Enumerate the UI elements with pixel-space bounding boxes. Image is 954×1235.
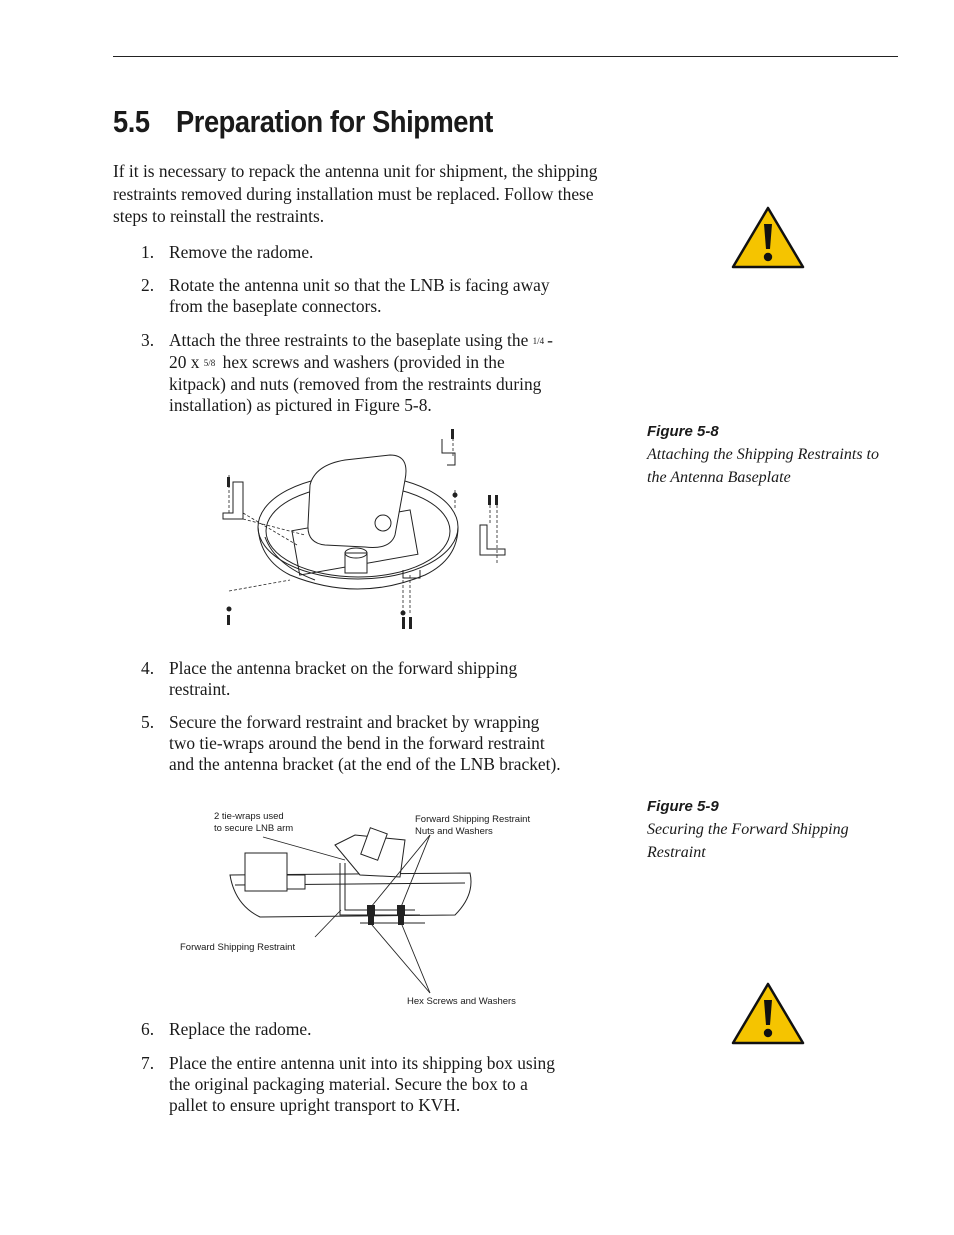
section-heading bbox=[113, 104, 493, 140]
header-rule bbox=[113, 56, 898, 57]
figure-5-9-caption: Securing the Forward Shipping Restraint bbox=[647, 821, 849, 861]
section-title: Preparation for Shipment bbox=[176, 104, 493, 139]
figure-5-9-diagram bbox=[175, 805, 565, 1010]
section-number: 5.5 bbox=[113, 104, 150, 139]
callout-fwd-nuts-line1: Forward Shipping Restraint bbox=[415, 814, 531, 825]
warning-triangle-icon bbox=[731, 206, 805, 269]
figure-5-8-label: Figure 5-8 bbox=[647, 423, 719, 440]
callout-tie-wraps-line1: 2 tie-wraps used bbox=[214, 811, 284, 822]
step-1: 1. Remove the radome. bbox=[141, 242, 314, 262]
step-6: 6. Replace the radome. bbox=[141, 1019, 312, 1039]
callout-tie-wraps-line2: to secure LNB arm bbox=[214, 823, 294, 834]
warning-triangle-icon bbox=[731, 982, 805, 1045]
step-7: 7. Place the entire antenna unit into its shipping box using the original packaging material. Secure the box to a pallet to ensure upright transport to KVH. bbox=[141, 1053, 555, 1115]
callout-fwd-restraint: Forward Shipping Restraint bbox=[180, 942, 296, 953]
callout-hex-screws: Hex Screws and Washers bbox=[407, 996, 516, 1007]
step-4: 4. Place the antenna bracket on the forward shipping restraint. bbox=[141, 658, 518, 699]
intro-paragraph: If it is necessary to repack the antenna unit for shipment, the shipping restraints removed during installation must be replaced. Follow these steps to reinstall the restraints. bbox=[113, 161, 598, 226]
step-5: 5. Secure the forward restraint and bracket by wrapping two tie-wraps around the bend in the forward restraint and the antenna bracket (at the end of the LNB bracket). bbox=[141, 712, 561, 774]
step-2: 2. Rotate the antenna unit so that the LNB is facing away from the baseplate connectors. bbox=[141, 275, 550, 316]
callout-fwd-nuts-line2: Nuts and Washers bbox=[415, 826, 493, 837]
step-3: 3. Attach the three restraints to the baseplate using the 1/4 -20 x 5/8 hex screws and washers (provided in the kitpack) and nuts (removed from the restraints during installation) as pictured in Figure 5-8. bbox=[141, 330, 553, 415]
figure-5-8-caption: Attaching the Shipping Restraints to the Antenna Baseplate bbox=[647, 446, 879, 486]
figure-5-9-label: Figure 5-9 bbox=[647, 798, 719, 815]
figure-5-8-diagram bbox=[215, 425, 515, 640]
